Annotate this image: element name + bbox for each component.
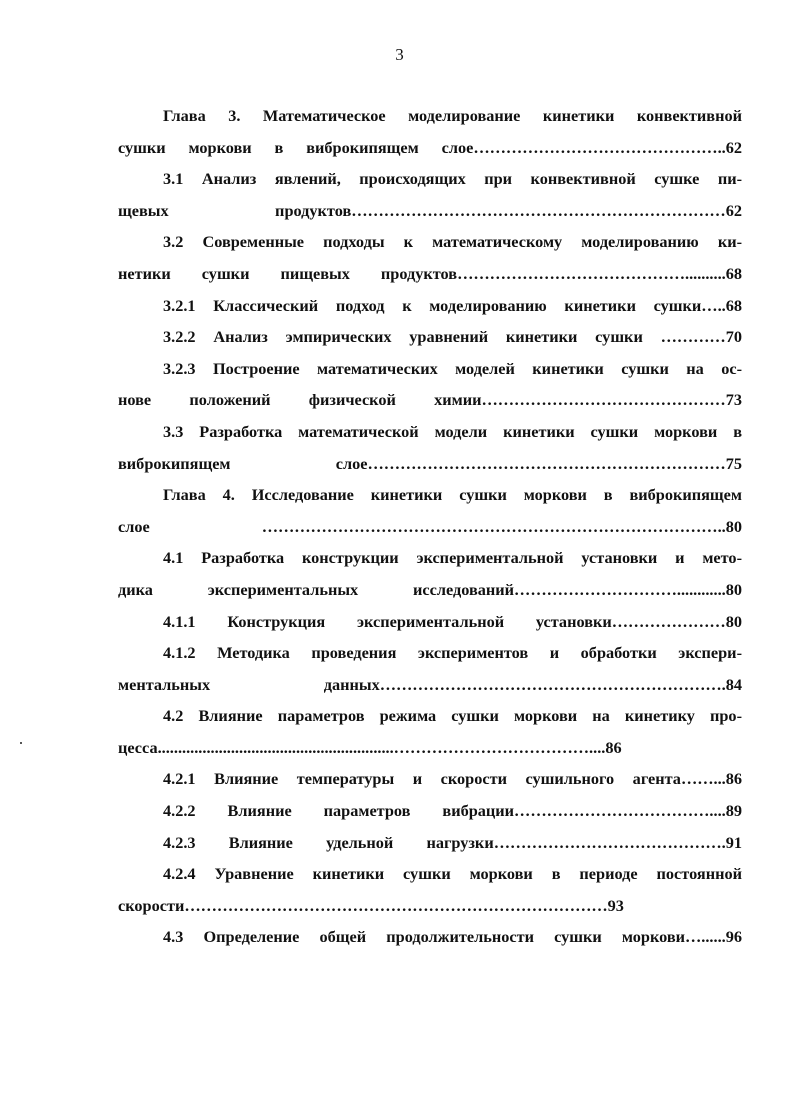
- toc-line: 4.2.4 Уравнение кинетики сушки моркови в периоде постоянной: [163, 864, 742, 884]
- toc-line: 4.2.2 Влияние параметров вибрации………………………………....89: [163, 801, 742, 821]
- toc-line: скорости……………………………………………………………………93: [118, 895, 624, 915]
- toc-line: Глава 4. Исследование кинетики сушки моркови в виброкипящем: [163, 485, 742, 505]
- toc-line: 4.2 Влияние параметров режима сушки моркови на кинетику про-: [163, 706, 742, 726]
- toc-line: 3.2 Современные подходы к математическому моделированию ки-: [163, 232, 742, 252]
- toc-line: 3.2.1 Классический подход к моделированию кинетики сушки…..68: [163, 295, 742, 315]
- toc-line: слое …………………………………………………………………………..80: [118, 516, 742, 536]
- toc-line: дика экспериментальных исследований…………………………............80: [118, 579, 742, 599]
- toc-line: 3.2.2 Анализ эмпирических уравнений кинетики сушки …………70: [163, 327, 742, 347]
- page-number: 3: [395, 45, 404, 64]
- toc-line: цесса..........................................................………………………………....86: [118, 737, 622, 757]
- toc-line: 3.3 Разработка математической модели кинетики сушки моркови в: [163, 421, 742, 441]
- toc-line: 4.2.1 Влияние температуры и скорости сушильного агента……...86: [163, 769, 742, 789]
- toc-line: 4.1.2 Методика проведения экспериментов и обработки экспери-: [163, 643, 742, 663]
- toc-line: 4.1 Разработка конструкции экспериментальной установки и мето-: [163, 548, 742, 568]
- toc-line: 3.1 Анализ явлений, происходящих при конвективной сушке пи-: [163, 169, 742, 189]
- toc-line: щевых продуктов……………………………………………………………62: [118, 200, 742, 220]
- toc-line: нове положений физической химии………………………………………73: [118, 390, 742, 410]
- toc-line: сушки моркови в виброкипящем слое………………………………………..62: [118, 137, 742, 157]
- toc-line: 4.3 Определение общей продолжительности сушки моркови…......96: [163, 927, 742, 947]
- table-of-contents: [118, 100, 742, 953]
- toc-line: нетики сушки пищевых продуктов……………………………………..........68: [118, 263, 742, 283]
- toc-line: ментальных данных……………………………………………………….84: [118, 674, 742, 694]
- toc-line: 4.2.3 Влияние удельной нагрузки…………………………………….91: [163, 832, 742, 852]
- scan-speck: [20, 742, 22, 744]
- toc-line: виброкипящем слое…………………………………………………………75: [118, 453, 742, 473]
- toc-line: 3.2.3 Построение математических моделей кинетики сушки на ос-: [163, 358, 742, 378]
- toc-line: Глава 3. Математическое моделирование кинетики конвективной: [163, 106, 742, 125]
- toc-line: 4.1.1 Конструкция экспериментальной установки…………………80: [163, 611, 742, 631]
